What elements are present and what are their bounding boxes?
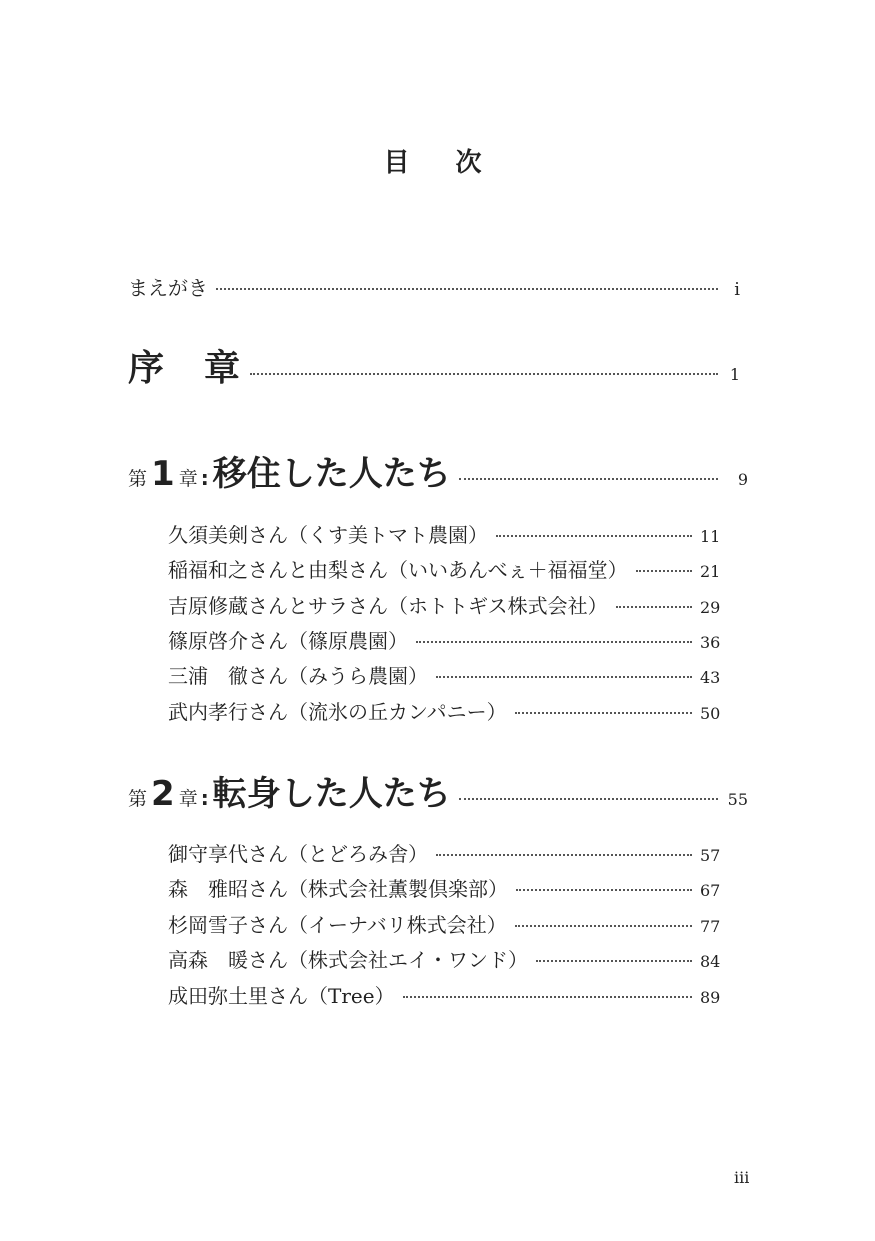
chapter-title: 転身した人たち bbox=[212, 774, 451, 814]
chapter-title: 移住した人たち bbox=[212, 454, 451, 494]
entry-label: 成田弥土里さん（Tree） bbox=[168, 984, 395, 1008]
entry-page-number: 50 bbox=[700, 704, 721, 723]
entry-page-number: 29 bbox=[700, 598, 721, 617]
entry-label: 稲福和之さんと由梨さん（いいあんべぇ＋福福堂） bbox=[168, 558, 628, 582]
dot-leader bbox=[436, 676, 692, 678]
chapter-heading bbox=[128, 446, 451, 495]
entry-page-number: 1 bbox=[729, 365, 740, 384]
dot-leader bbox=[459, 478, 718, 480]
entry-label: 篠原啓介さん（篠原農園） bbox=[168, 629, 408, 653]
chapter-prefix: 第 bbox=[128, 788, 148, 810]
toc-entry[interactable] bbox=[168, 696, 721, 725]
entry-label: 森 雅昭さん（株式会社薫製倶楽部） bbox=[168, 877, 508, 901]
entry-label: 武内孝行さん（流氷の丘カンパニー） bbox=[168, 700, 507, 724]
entry-label: 杉岡雪子さん（イーナバリ株式会社） bbox=[168, 913, 507, 937]
entry-label: 御守享代さん（とどろみ舎） bbox=[168, 842, 428, 866]
entry-page-number: 43 bbox=[700, 668, 721, 687]
chapter-prefix: 第 bbox=[128, 468, 148, 490]
toc-chapter-2[interactable] bbox=[128, 766, 748, 815]
entry-label: 序 章 bbox=[128, 348, 243, 389]
chapter-number: 2 bbox=[151, 774, 175, 814]
toc-entry[interactable] bbox=[168, 660, 721, 689]
toc-entry[interactable] bbox=[168, 554, 721, 583]
dot-leader bbox=[416, 641, 692, 643]
chapter-colon: : bbox=[200, 786, 209, 810]
entry-label: まえがき bbox=[128, 276, 208, 300]
entry-label: 高森 暖さん（株式会社エイ・ワンド） bbox=[168, 948, 528, 972]
toc-entry[interactable] bbox=[168, 909, 721, 938]
toc-entry[interactable] bbox=[168, 519, 721, 548]
dot-leader bbox=[496, 535, 692, 537]
toc-entry[interactable] bbox=[168, 590, 721, 619]
dot-leader bbox=[515, 712, 692, 714]
chapter-number: 1 bbox=[151, 454, 175, 494]
entry-label: 久須美剣さん（くす美トマト農園） bbox=[168, 523, 488, 547]
dot-leader bbox=[616, 606, 692, 608]
entry-page-number: 55 bbox=[727, 790, 748, 809]
chapter-colon: : bbox=[200, 466, 209, 490]
page-title: 目 次 bbox=[383, 148, 492, 178]
dot-leader bbox=[403, 996, 692, 998]
entry-page-number: 21 bbox=[700, 562, 721, 581]
entry-page-number: 84 bbox=[700, 952, 721, 971]
entry-page-number: 77 bbox=[700, 917, 721, 936]
entry-page-number: 89 bbox=[700, 988, 721, 1007]
chapter-suffix: 章 bbox=[178, 788, 198, 810]
toc-entry[interactable] bbox=[168, 944, 721, 973]
chapter-suffix: 章 bbox=[178, 468, 198, 490]
toc-entry-preface[interactable] bbox=[128, 272, 740, 301]
entry-label: 三浦 徹さん（みうら農園） bbox=[168, 664, 428, 688]
toc-entry[interactable] bbox=[168, 625, 721, 654]
entry-page-number: 57 bbox=[700, 846, 721, 865]
dot-leader bbox=[250, 373, 718, 375]
toc-entry-intro[interactable] bbox=[128, 340, 740, 391]
dot-leader bbox=[516, 889, 692, 891]
entry-page-number: 9 bbox=[737, 470, 748, 489]
entry-page-number: 11 bbox=[700, 527, 721, 546]
toc-entry[interactable] bbox=[168, 838, 721, 867]
page-folio: iii bbox=[734, 1168, 750, 1187]
dot-leader bbox=[536, 960, 692, 962]
dot-leader bbox=[515, 925, 692, 927]
toc-chapter-1[interactable] bbox=[128, 446, 748, 495]
toc-entry[interactable] bbox=[168, 873, 721, 902]
dot-leader bbox=[216, 288, 718, 290]
dot-leader bbox=[459, 798, 718, 800]
toc-entry[interactable] bbox=[168, 980, 721, 1009]
dot-leader bbox=[636, 570, 692, 572]
dot-leader bbox=[436, 854, 692, 856]
entry-page-number: i bbox=[734, 279, 740, 300]
chapter-heading bbox=[128, 766, 451, 815]
entry-label: 吉原修蔵さんとサラさん（ホトトギス株式会社） bbox=[168, 594, 608, 618]
entry-page-number: 36 bbox=[700, 633, 721, 652]
entry-page-number: 67 bbox=[700, 881, 721, 900]
